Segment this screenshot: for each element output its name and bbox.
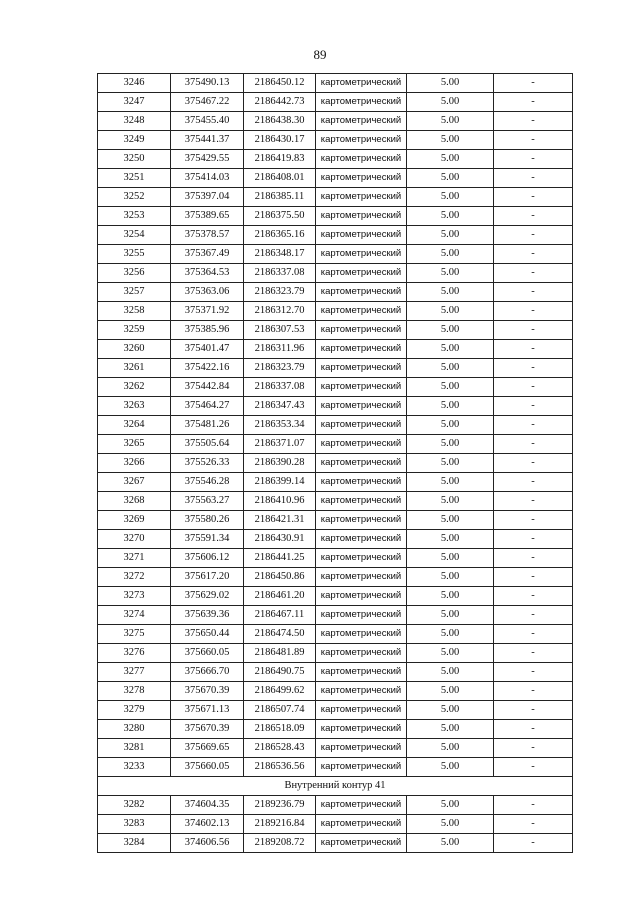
x-coordinate-cell: 375546.28 xyxy=(171,473,244,492)
y-coordinate-cell: 2186371.07 xyxy=(244,435,316,454)
method-cell: картометрический xyxy=(316,644,407,663)
accuracy-cell: 5.00 xyxy=(407,473,494,492)
accuracy-cell: 5.00 xyxy=(407,701,494,720)
y-coordinate-cell: 2186337.08 xyxy=(244,378,316,397)
x-coordinate-cell: 375371.92 xyxy=(171,302,244,321)
note-cell: - xyxy=(494,511,573,530)
method-cell: картометрический xyxy=(316,207,407,226)
accuracy-cell: 5.00 xyxy=(407,397,494,416)
x-coordinate-cell: 375367.49 xyxy=(171,245,244,264)
method-cell: картометрический xyxy=(316,796,407,815)
y-coordinate-cell: 2186312.70 xyxy=(244,302,316,321)
method-cell: картометрический xyxy=(316,739,407,758)
table-row xyxy=(98,834,573,853)
table-row xyxy=(98,416,573,435)
point-number-cell: 3233 xyxy=(98,758,171,777)
y-coordinate-cell: 2186481.89 xyxy=(244,644,316,663)
point-number-cell: 3271 xyxy=(98,549,171,568)
method-cell: картометрический xyxy=(316,150,407,169)
accuracy-cell: 5.00 xyxy=(407,150,494,169)
table-row xyxy=(98,796,573,815)
table-row xyxy=(98,93,573,112)
table-row xyxy=(98,587,573,606)
x-coordinate-cell: 375490.13 xyxy=(171,74,244,93)
method-cell: картометрический xyxy=(316,530,407,549)
method-cell: картометрический xyxy=(316,340,407,359)
accuracy-cell: 5.00 xyxy=(407,112,494,131)
table-row xyxy=(98,720,573,739)
note-cell: - xyxy=(494,435,573,454)
method-cell: картометрический xyxy=(316,587,407,606)
accuracy-cell: 5.00 xyxy=(407,226,494,245)
method-cell: картометрический xyxy=(316,93,407,112)
note-cell: - xyxy=(494,321,573,340)
note-cell: - xyxy=(494,264,573,283)
note-cell: - xyxy=(494,682,573,701)
method-cell: картометрический xyxy=(316,511,407,530)
method-cell: картометрический xyxy=(316,815,407,834)
point-number-cell: 3270 xyxy=(98,530,171,549)
x-coordinate-cell: 375670.39 xyxy=(171,720,244,739)
y-coordinate-cell: 2189216.84 xyxy=(244,815,316,834)
point-number-cell: 3283 xyxy=(98,815,171,834)
table-row xyxy=(98,112,573,131)
x-coordinate-cell: 375364.53 xyxy=(171,264,244,283)
accuracy-cell: 5.00 xyxy=(407,188,494,207)
method-cell: картометрический xyxy=(316,720,407,739)
x-coordinate-cell: 375414.03 xyxy=(171,169,244,188)
note-cell: - xyxy=(494,188,573,207)
method-cell: картометрический xyxy=(316,264,407,283)
section-header-row xyxy=(98,777,573,796)
x-coordinate-cell: 375363.06 xyxy=(171,283,244,302)
note-cell: - xyxy=(494,834,573,853)
table-row xyxy=(98,302,573,321)
accuracy-cell: 5.00 xyxy=(407,435,494,454)
method-cell: картометрический xyxy=(316,758,407,777)
x-coordinate-cell: 375650.44 xyxy=(171,625,244,644)
y-coordinate-cell: 2189236.79 xyxy=(244,796,316,815)
x-coordinate-cell: 375422.16 xyxy=(171,359,244,378)
method-cell: картометрический xyxy=(316,74,407,93)
x-coordinate-cell: 375563.27 xyxy=(171,492,244,511)
table-row xyxy=(98,188,573,207)
accuracy-cell: 5.00 xyxy=(407,739,494,758)
point-number-cell: 3264 xyxy=(98,416,171,435)
x-coordinate-cell: 375606.12 xyxy=(171,549,244,568)
point-number-cell: 3284 xyxy=(98,834,171,853)
y-coordinate-cell: 2186507.74 xyxy=(244,701,316,720)
accuracy-cell: 5.00 xyxy=(407,606,494,625)
note-cell: - xyxy=(494,207,573,226)
note-cell: - xyxy=(494,549,573,568)
accuracy-cell: 5.00 xyxy=(407,720,494,739)
x-coordinate-cell: 375629.02 xyxy=(171,587,244,606)
y-coordinate-cell: 2186337.08 xyxy=(244,264,316,283)
table-row xyxy=(98,131,573,150)
x-coordinate-cell: 374604.35 xyxy=(171,796,244,815)
point-number-cell: 3275 xyxy=(98,625,171,644)
y-coordinate-cell: 2186323.79 xyxy=(244,283,316,302)
point-number-cell: 3266 xyxy=(98,454,171,473)
x-coordinate-cell: 375481.26 xyxy=(171,416,244,435)
accuracy-cell: 5.00 xyxy=(407,796,494,815)
table-row xyxy=(98,625,573,644)
accuracy-cell: 5.00 xyxy=(407,549,494,568)
method-cell: картометрический xyxy=(316,568,407,587)
y-coordinate-cell: 2186474.50 xyxy=(244,625,316,644)
x-coordinate-cell: 375670.39 xyxy=(171,682,244,701)
table-row xyxy=(98,682,573,701)
point-number-cell: 3250 xyxy=(98,150,171,169)
point-number-cell: 3254 xyxy=(98,226,171,245)
accuracy-cell: 5.00 xyxy=(407,511,494,530)
method-cell: картометрический xyxy=(316,416,407,435)
note-cell: - xyxy=(494,416,573,435)
point-number-cell: 3276 xyxy=(98,644,171,663)
point-number-cell: 3263 xyxy=(98,397,171,416)
method-cell: картометрический xyxy=(316,188,407,207)
table-row xyxy=(98,549,573,568)
section-title: Внутренний контур 41 xyxy=(98,777,573,796)
method-cell: картометрический xyxy=(316,454,407,473)
y-coordinate-cell: 2186419.83 xyxy=(244,150,316,169)
accuracy-cell: 5.00 xyxy=(407,74,494,93)
x-coordinate-cell: 375660.05 xyxy=(171,644,244,663)
note-cell: - xyxy=(494,397,573,416)
note-cell: - xyxy=(494,245,573,264)
table-row xyxy=(98,283,573,302)
note-cell: - xyxy=(494,701,573,720)
accuracy-cell: 5.00 xyxy=(407,644,494,663)
x-coordinate-cell: 375671.13 xyxy=(171,701,244,720)
accuracy-cell: 5.00 xyxy=(407,359,494,378)
table-row xyxy=(98,815,573,834)
y-coordinate-cell: 2186353.34 xyxy=(244,416,316,435)
table-row xyxy=(98,435,573,454)
accuracy-cell: 5.00 xyxy=(407,625,494,644)
accuracy-cell: 5.00 xyxy=(407,340,494,359)
method-cell: картометрический xyxy=(316,321,407,340)
point-number-cell: 3281 xyxy=(98,739,171,758)
point-number-cell: 3261 xyxy=(98,359,171,378)
x-coordinate-cell: 374606.56 xyxy=(171,834,244,853)
note-cell: - xyxy=(494,644,573,663)
table-row xyxy=(98,150,573,169)
x-coordinate-cell: 375442.84 xyxy=(171,378,244,397)
method-cell: картометрический xyxy=(316,359,407,378)
x-coordinate-cell: 375455.40 xyxy=(171,112,244,131)
method-cell: картометрический xyxy=(316,663,407,682)
point-number-cell: 3268 xyxy=(98,492,171,511)
accuracy-cell: 5.00 xyxy=(407,492,494,511)
table-row xyxy=(98,378,573,397)
y-coordinate-cell: 2186467.11 xyxy=(244,606,316,625)
method-cell: картометрический xyxy=(316,473,407,492)
table-row xyxy=(98,606,573,625)
note-cell: - xyxy=(494,587,573,606)
method-cell: картометрический xyxy=(316,245,407,264)
note-cell: - xyxy=(494,796,573,815)
note-cell: - xyxy=(494,663,573,682)
table-row xyxy=(98,359,573,378)
point-number-cell: 3280 xyxy=(98,720,171,739)
note-cell: - xyxy=(494,131,573,150)
method-cell: картометрический xyxy=(316,397,407,416)
note-cell: - xyxy=(494,815,573,834)
y-coordinate-cell: 2186450.12 xyxy=(244,74,316,93)
method-cell: картометрический xyxy=(316,169,407,188)
method-cell: картометрический xyxy=(316,606,407,625)
point-number-cell: 3274 xyxy=(98,606,171,625)
y-coordinate-cell: 2186390.28 xyxy=(244,454,316,473)
y-coordinate-cell: 2186442.73 xyxy=(244,93,316,112)
method-cell: картометрический xyxy=(316,302,407,321)
accuracy-cell: 5.00 xyxy=(407,131,494,150)
x-coordinate-cell: 375526.33 xyxy=(171,454,244,473)
y-coordinate-cell: 2186499.62 xyxy=(244,682,316,701)
x-coordinate-cell: 375401.47 xyxy=(171,340,244,359)
accuracy-cell: 5.00 xyxy=(407,169,494,188)
x-coordinate-cell: 375617.20 xyxy=(171,568,244,587)
table-row xyxy=(98,207,573,226)
x-coordinate-cell: 375639.36 xyxy=(171,606,244,625)
table-row xyxy=(98,226,573,245)
y-coordinate-cell: 2186490.75 xyxy=(244,663,316,682)
x-coordinate-cell: 374602.13 xyxy=(171,815,244,834)
y-coordinate-cell: 2186408.01 xyxy=(244,169,316,188)
accuracy-cell: 5.00 xyxy=(407,283,494,302)
table-row xyxy=(98,454,573,473)
accuracy-cell: 5.00 xyxy=(407,587,494,606)
x-coordinate-cell: 375666.70 xyxy=(171,663,244,682)
x-coordinate-cell: 375378.57 xyxy=(171,226,244,245)
point-number-cell: 3278 xyxy=(98,682,171,701)
accuracy-cell: 5.00 xyxy=(407,663,494,682)
y-coordinate-cell: 2186347.43 xyxy=(244,397,316,416)
point-number-cell: 3257 xyxy=(98,283,171,302)
x-coordinate-cell: 375580.26 xyxy=(171,511,244,530)
x-coordinate-cell: 375397.04 xyxy=(171,188,244,207)
point-number-cell: 3255 xyxy=(98,245,171,264)
accuracy-cell: 5.00 xyxy=(407,834,494,853)
point-number-cell: 3272 xyxy=(98,568,171,587)
method-cell: картометрический xyxy=(316,682,407,701)
y-coordinate-cell: 2189208.72 xyxy=(244,834,316,853)
method-cell: картометрический xyxy=(316,435,407,454)
note-cell: - xyxy=(494,226,573,245)
point-number-cell: 3279 xyxy=(98,701,171,720)
method-cell: картометрический xyxy=(316,701,407,720)
x-coordinate-cell: 375441.37 xyxy=(171,131,244,150)
point-number-cell: 3259 xyxy=(98,321,171,340)
point-number-cell: 3260 xyxy=(98,340,171,359)
y-coordinate-cell: 2186365.16 xyxy=(244,226,316,245)
method-cell: картометрический xyxy=(316,283,407,302)
y-coordinate-cell: 2186518.09 xyxy=(244,720,316,739)
accuracy-cell: 5.00 xyxy=(407,302,494,321)
accuracy-cell: 5.00 xyxy=(407,815,494,834)
note-cell: - xyxy=(494,530,573,549)
note-cell: - xyxy=(494,169,573,188)
x-coordinate-cell: 375464.27 xyxy=(171,397,244,416)
table-row xyxy=(98,758,573,777)
y-coordinate-cell: 2186461.20 xyxy=(244,587,316,606)
table-row xyxy=(98,739,573,758)
point-number-cell: 3277 xyxy=(98,663,171,682)
note-cell: - xyxy=(494,359,573,378)
point-number-cell: 3253 xyxy=(98,207,171,226)
table-row xyxy=(98,169,573,188)
table-row xyxy=(98,511,573,530)
point-number-cell: 3267 xyxy=(98,473,171,492)
y-coordinate-cell: 2186348.17 xyxy=(244,245,316,264)
y-coordinate-cell: 2186438.30 xyxy=(244,112,316,131)
table-row xyxy=(98,473,573,492)
note-cell: - xyxy=(494,568,573,587)
x-coordinate-cell: 375505.64 xyxy=(171,435,244,454)
y-coordinate-cell: 2186528.43 xyxy=(244,739,316,758)
accuracy-cell: 5.00 xyxy=(407,758,494,777)
note-cell: - xyxy=(494,739,573,758)
point-number-cell: 3247 xyxy=(98,93,171,112)
note-cell: - xyxy=(494,378,573,397)
method-cell: картометрический xyxy=(316,549,407,568)
accuracy-cell: 5.00 xyxy=(407,207,494,226)
point-number-cell: 3256 xyxy=(98,264,171,283)
point-number-cell: 3252 xyxy=(98,188,171,207)
point-number-cell: 3265 xyxy=(98,435,171,454)
y-coordinate-cell: 2186421.31 xyxy=(244,511,316,530)
point-number-cell: 3251 xyxy=(98,169,171,188)
note-cell: - xyxy=(494,758,573,777)
x-coordinate-cell: 375385.96 xyxy=(171,321,244,340)
y-coordinate-cell: 2186311.96 xyxy=(244,340,316,359)
note-cell: - xyxy=(494,625,573,644)
coordinates-table xyxy=(97,73,573,853)
accuracy-cell: 5.00 xyxy=(407,378,494,397)
method-cell: картометрический xyxy=(316,625,407,644)
note-cell: - xyxy=(494,302,573,321)
method-cell: картометрический xyxy=(316,131,407,150)
method-cell: картометрический xyxy=(316,112,407,131)
table-row xyxy=(98,644,573,663)
y-coordinate-cell: 2186430.91 xyxy=(244,530,316,549)
point-number-cell: 3249 xyxy=(98,131,171,150)
table-row xyxy=(98,340,573,359)
table-row xyxy=(98,568,573,587)
note-cell: - xyxy=(494,492,573,511)
table-row xyxy=(98,701,573,720)
point-number-cell: 3258 xyxy=(98,302,171,321)
note-cell: - xyxy=(494,74,573,93)
x-coordinate-cell: 375591.34 xyxy=(171,530,244,549)
y-coordinate-cell: 2186385.11 xyxy=(244,188,316,207)
y-coordinate-cell: 2186399.14 xyxy=(244,473,316,492)
note-cell: - xyxy=(494,720,573,739)
table-row xyxy=(98,492,573,511)
note-cell: - xyxy=(494,283,573,302)
note-cell: - xyxy=(494,112,573,131)
note-cell: - xyxy=(494,606,573,625)
point-number-cell: 3269 xyxy=(98,511,171,530)
table-row xyxy=(98,663,573,682)
table-row xyxy=(98,397,573,416)
method-cell: картометрический xyxy=(316,834,407,853)
point-number-cell: 3248 xyxy=(98,112,171,131)
y-coordinate-cell: 2186430.17 xyxy=(244,131,316,150)
point-number-cell: 3246 xyxy=(98,74,171,93)
table-row xyxy=(98,74,573,93)
accuracy-cell: 5.00 xyxy=(407,416,494,435)
note-cell: - xyxy=(494,150,573,169)
coordinates-table-body xyxy=(98,74,573,853)
page-number: 89 xyxy=(313,47,327,62)
point-number-cell: 3282 xyxy=(98,796,171,815)
table-row xyxy=(98,321,573,340)
method-cell: картометрический xyxy=(316,492,407,511)
method-cell: картометрический xyxy=(316,378,407,397)
x-coordinate-cell: 375467.22 xyxy=(171,93,244,112)
y-coordinate-cell: 2186307.53 xyxy=(244,321,316,340)
point-number-cell: 3273 xyxy=(98,587,171,606)
x-coordinate-cell: 375389.65 xyxy=(171,207,244,226)
x-coordinate-cell: 375660.05 xyxy=(171,758,244,777)
x-coordinate-cell: 375429.55 xyxy=(171,150,244,169)
note-cell: - xyxy=(494,473,573,492)
y-coordinate-cell: 2186375.50 xyxy=(244,207,316,226)
accuracy-cell: 5.00 xyxy=(407,568,494,587)
y-coordinate-cell: 2186536.56 xyxy=(244,758,316,777)
x-coordinate-cell: 375669.65 xyxy=(171,739,244,758)
note-cell: - xyxy=(494,340,573,359)
accuracy-cell: 5.00 xyxy=(407,93,494,112)
table-row xyxy=(98,264,573,283)
accuracy-cell: 5.00 xyxy=(407,321,494,340)
note-cell: - xyxy=(494,454,573,473)
y-coordinate-cell: 2186450.86 xyxy=(244,568,316,587)
note-cell: - xyxy=(494,93,573,112)
accuracy-cell: 5.00 xyxy=(407,245,494,264)
accuracy-cell: 5.00 xyxy=(407,454,494,473)
accuracy-cell: 5.00 xyxy=(407,264,494,283)
point-number-cell: 3262 xyxy=(98,378,171,397)
accuracy-cell: 5.00 xyxy=(407,530,494,549)
method-cell: картометрический xyxy=(316,226,407,245)
y-coordinate-cell: 2186410.96 xyxy=(244,492,316,511)
table-row xyxy=(98,245,573,264)
table-row xyxy=(98,530,573,549)
accuracy-cell: 5.00 xyxy=(407,682,494,701)
y-coordinate-cell: 2186441.25 xyxy=(244,549,316,568)
y-coordinate-cell: 2186323.79 xyxy=(244,359,316,378)
